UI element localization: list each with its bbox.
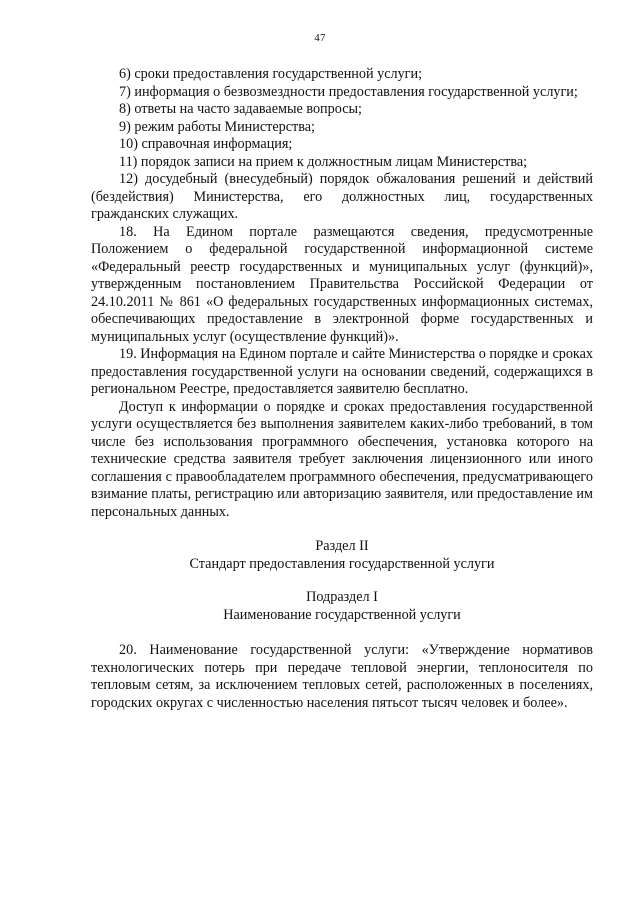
spacer: [91, 521, 593, 538]
list-item-12: 12) досудебный (внесудебный) порядок обжалования решений и действий (бездействия) Министерства, его должностных лиц, государственных гражданских служащих.: [91, 171, 593, 222]
document-body: [91, 66, 593, 712]
page-number: 47: [314, 32, 326, 44]
list-item-11: 11) порядок записи на прием к должностным лицам Министерства;: [119, 153, 528, 170]
section-title: Стандарт предоставления государственной услуги: [189, 555, 495, 572]
subsection-title: Наименование государственной услуги: [223, 606, 461, 623]
paragraph-19: 19. Информация на Едином портале и сайте Министерства о порядке и сроках предоставления государственной услуги на основании сведений, содержащихся в региональном Реестре, предоставляется заявителю бесплатно.: [91, 346, 593, 397]
paragraph-20: 20. Наименование государственной услуги: «Утверждение нормативов технологических потерь при передаче тепловой энергии, теплоносителя по тепловым сетям, за исключением тепловых сетей, расположенных в поселениях, городских округах с численностью населения пятьсот тысяч человек и более».: [91, 642, 593, 711]
spacer: [91, 624, 593, 642]
list-item-7: 7) информация о безвозмездности предоставления государственной услуги;: [119, 83, 578, 100]
list-item-8: 8) ответы на часто задаваемые вопросы;: [119, 101, 362, 117]
list-item-6: 6) сроки предоставления государственной услуги;: [119, 66, 423, 82]
list-item-10: 10) справочная информация;: [119, 136, 293, 152]
spacer: [91, 573, 593, 589]
paragraph-access: Доступ к информации о порядке и сроках предоставления государственной услуги осуществляется без выполнения заявителем каких-либо требований, в том числе без использования программного обеспечения, установка которого на технические средства заявителя требует заключения лицензионного или иного соглашения с правообладателем программного обеспечения, предусматривающего взимание платы, регистрацию или авторизацию заявителя, или предоставление им персональных данных.: [91, 398, 593, 520]
section-label: Раздел II: [315, 538, 369, 554]
subsection-label: Подраздел I: [306, 589, 378, 605]
list-item-9: 9) режим работы Министерства;: [119, 118, 315, 135]
paragraph-18: 18. На Едином портале размещаются сведения, предусмотренные Положением о федеральной государственной информационной системе «Федеральный реестр государственных и муниципальных услуг (функций)», утвержденным постановлением Правительства Российской Федерации от 24.10.2011 № 861 «О федеральных государственных информационных системах, обеспечивающих предоставление в электронной форме государственных и муниципальных услуг (осуществление функций)».: [91, 223, 593, 345]
